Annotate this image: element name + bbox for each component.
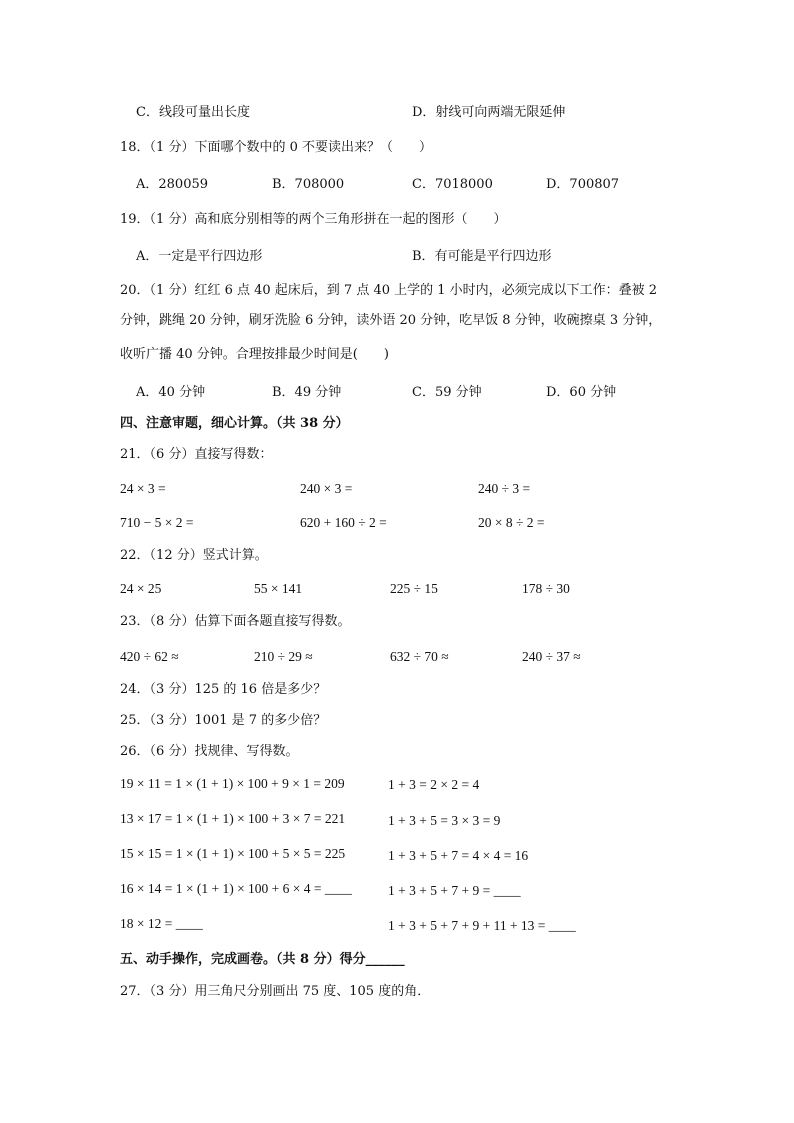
q26-stem: 26．（6 分）找规律、写得数。 [120,744,299,759]
q18-stem: 18．（1 分）下面哪个数中的 0 不要读出来？（ ） [120,140,432,155]
q18-option-c: C．7018000 [412,177,493,192]
q25-stem: 25．（3 分）1001 是 7 的多少倍？ [120,713,327,728]
q26-right-3: 1 + 3 + 5 + 7 = 4 × 4 = 16 [388,848,529,863]
q21-r2-c2: 620 + 160 ÷ 2 = [300,515,387,530]
section-4-title: 四、注意审题，细心计算。（共 38 分） [120,416,349,431]
q19-option-a: A．一定是平行四边形 [136,249,263,264]
q21-r1-c3: 240 ÷ 3 = [478,481,531,496]
q27-stem: 27．（3 分）用三角尺分别画出 75 度、105 度的角． [120,984,431,999]
q26-right-5: 1 + 3 + 5 + 7 + 9 + 11 + 13 = ____ [388,918,576,933]
q26-left-1: 19 × 11 = 1 × (1 + 1) × 100 + 9 × 1 = 209 [120,776,345,791]
q26-left-5: 18 × 12 = ____ [120,916,203,931]
q22-item-4: 178 ÷ 30 [522,581,570,596]
q22-item-1: 24 × 25 [120,581,162,596]
q26-right-2: 1 + 3 + 5 = 3 × 3 = 9 [388,813,501,828]
q21-r1-c1: 24 × 3 = [120,481,166,496]
q23-item-3: 632 ÷ 70 ≈ [390,649,449,664]
section-5-title: 五、动手操作，完成画卷。（共 8 分）得分______ [120,952,405,967]
q23-item-1: 420 ÷ 62 ≈ [120,649,179,664]
q22-stem: 22．（12 分）竖式计算。 [120,548,268,563]
q20-option-c: C．59 分钟 [412,385,482,400]
q20-option-a: A．40 分钟 [136,385,206,400]
q20-line-2: 分钟，跳绳 20 分钟，刷牙洗脸 6 分钟，读外语 20 分钟，吃早饭 8 分钟，收碗擦桌 3 分钟， [120,313,662,328]
q20-line-1: 20．（1 分）红红 6 点 40 起床后，到 7 点 40 上学的 1 小时内，必须完成以下工作：叠被 2 [120,283,658,298]
q23-stem: 23．（8 分）估算下面各题直接写得数。 [120,614,351,629]
q26-left-2: 13 × 17 = 1 × (1 + 1) × 100 + 3 × 7 = 221 [120,811,346,826]
q19-stem: 19．（1 分）高和底分别相等的两个三角形拼在一起的图形（ ） [120,212,507,227]
q20-line-3: 收听广播 40 分钟。合理按排最少时间是( ) [120,347,389,362]
q26-right-1: 1 + 3 = 2 × 2 = 4 [388,777,480,792]
q22-item-2: 55 × 141 [254,581,303,596]
q19-option-b: B．有可能是平行四边形 [412,249,552,264]
q23-item-4: 240 ÷ 37 ≈ [522,649,581,664]
q20-option-d: D．60 分钟 [546,385,617,400]
q21-r2-c3: 20 × 8 ÷ 2 = [478,515,545,530]
q21-r2-c1: 710 − 5 × 2 = [120,515,194,530]
q26-left-4: 16 × 14 = 1 × (1 + 1) × 100 + 6 × 4 = ____ [120,881,352,896]
q23-item-2: 210 ÷ 29 ≈ [254,649,313,664]
q21-stem: 21．（6 分）直接写得数： [120,447,273,462]
q17-option-c: C．线段可量出长度 [136,105,250,120]
q22-item-3: 225 ÷ 15 [390,581,438,596]
q18-option-b: B．708000 [272,177,345,192]
q17-option-d: D．射线可向两端无限延伸 [412,105,566,120]
q21-r1-c2: 240 × 3 = [300,481,353,496]
q18-option-a: A．280059 [136,177,209,192]
q24-stem: 24．（3 分）125 的 16 倍是多少？ [120,682,327,697]
q26-right-4: 1 + 3 + 5 + 7 + 9 = ____ [388,883,521,898]
q26-left-3: 15 × 15 = 1 × (1 + 1) × 100 + 5 × 5 = 225 [120,846,346,861]
q18-option-d: D．700807 [546,177,620,192]
q20-option-b: B．49 分钟 [272,385,342,400]
